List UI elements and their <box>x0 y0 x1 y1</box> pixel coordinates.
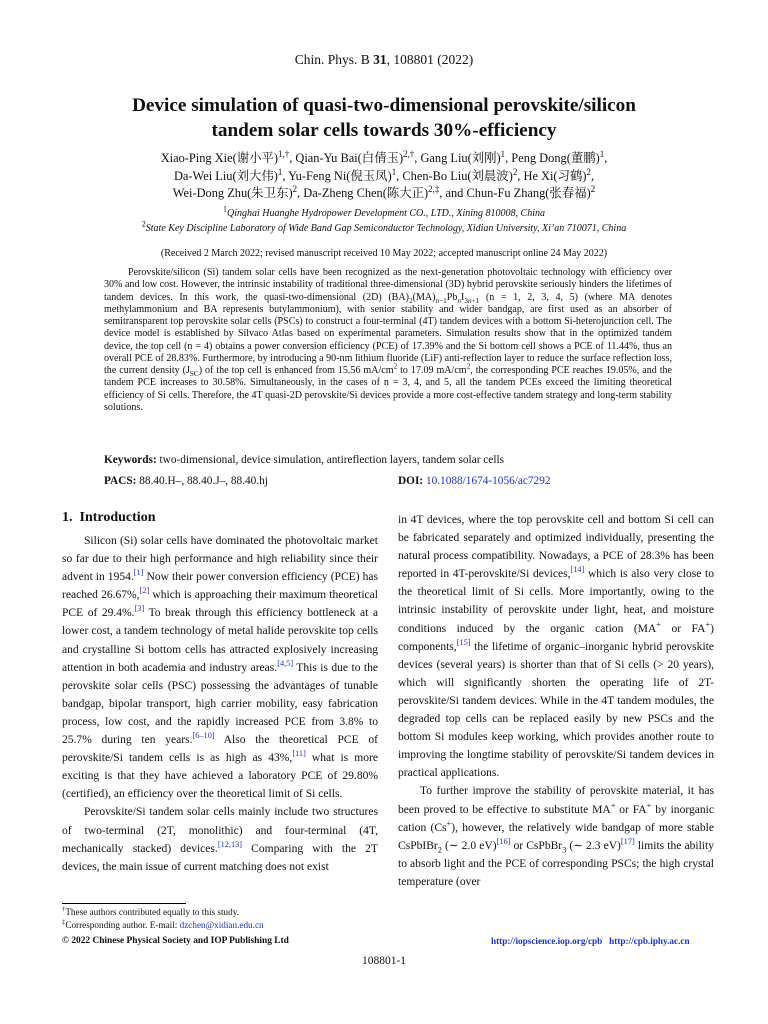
journal-comma: , <box>386 52 391 67</box>
author: Chun-Fu Zhang(张春福)$^2$ <box>466 183 596 200</box>
author: Qian-Yu Bai(白倩玉)$^{2,\dagger}$, <box>295 148 421 165</box>
affiliation: $^1$Qinghai Huanghe Hydropower Development CO., LTD., Xining 810008, China <box>222 204 546 219</box>
cpb-link[interactable]: http://cpb.iphy.ac.cn <box>609 936 690 946</box>
email-link[interactable]: dzchen@xidian.edu.cn <box>179 920 264 930</box>
author: He Xi(习鹤)$^2$, <box>523 166 595 183</box>
article-number: 108801 <box>393 52 434 67</box>
iopscience-link[interactable]: http://iopscience.iop.org/cpb <box>491 936 603 946</box>
pacs <box>104 474 268 488</box>
author: Gang Liu(刘刚)$^1$, <box>420 148 512 165</box>
body-column-left <box>62 532 378 876</box>
author: Wei-Dong Zhu(朱卫东)$^2$, <box>172 183 304 200</box>
journal-volume: 31 <box>373 52 387 67</box>
author: Chen-Bo Liu(刘晨波)$^2$, <box>402 166 524 183</box>
keywords <box>104 453 672 467</box>
body-column-right <box>398 511 714 891</box>
journal-name: Chin. Phys. B <box>294 52 370 67</box>
title-line-2: tandem solar cells towards 30%-efficiency <box>211 120 557 141</box>
abstract: Perovskite/silicon (Si) tandem solar cells have been recognized as the next-generation photovoltaic technology with efficiency over 30% and low cost. However, the intrinsic instability of traditional three-dimensional (3D) hybrid perovskite seriously hinders the lifetimes of tandem devices. In this work, the quasi-two-dimensional (2D) $(BA)_2(MA)_{n-1}Pb_nI_{3n+1}$ (n = 1, 2, 3, 4, 5) (where MA denotes methylammonium and BA represents butylammonium), with senior stability and wider bandgap, are first used as an absorber of semitransparent top perovskite solar cells (PSCs) to construct a four-terminal (4T) tandem devices with a bottom Si-heterojunction cell. The device model is established by Silvaco Atlas based on experimental parameters. Simulation results show that in the optimized tandem device, the top cell (n = 4) obtains a power conversion efficiency (PCE) of 17.39% and the Si bottom cell shows a PCE of 11.44%, thus an overall PCE of 28.83%. Furthermore, by introducing a 90-nm lithium fluoride (LiF) anti-reflection layer to reduce the surface reflection loss, the current density $(J_{SC})$ of the top cell is enhanced from 15.56 $mA/cm^2$ to 17.09 $mA/cm^2$, the corresponding PCE reaches 19.05%, and the tandem PCE increases to 30.58%. Simultaneously, in the cases of n = 3, 4, and 5, all the tandem PCEs exceed the limiting theoretical efficiency of Si cells. Therefore, the 4T quasi-2D perovskite/Si devices provide a more cost-effective tandem strategy and long-term stability solutions. <box>104 267 673 413</box>
footnote-corresponding-author: ‡Corresponding author. E-mail: dzchen@xidian.edu.cn <box>62 918 264 930</box>
pacs-label: PACS: <box>104 475 137 487</box>
keywords-label: Keywords: <box>104 454 157 466</box>
running-head <box>0 52 768 68</box>
affiliation: $^2$State Key Discipline Laboratory of Wide Band Gap Semiconductor Technology, Xidian University, Xi’an 710071, China <box>141 219 627 234</box>
paragraph: Silicon (Si) solar cells have dominated the photovoltaic market so far due to their high performance and high reliability since their advent in 1954.[1] Now their power conversion efficiency (PCE) has reached 26.67%,[2] which is approaching their maximum theoretical PCE of 29.4%.[3] To break through this efficiency bottleneck at a lower cost, a tandem technology of metal halide perovskite top cells and crystalline Si bottom cells has attracted explosively increasing attention in both academia and industry areas.[4,5] This is due to the perovskite solar cells (PSC) possessing the advantages of tunable bandgap, bipolar transport, high carrier mobility, easy fabrication process, low cost, and the rapidly increased PCE from 3.8% to 25.7% during ten years.[6–10] Also the theoretical PCE of perovskite/Si tandem cells is as high as 43%,[11] what is more exciting is that they have achieved a laboratory PCE of 29.80% (certified), an efficiency over the theoretical limit of Si cells. <box>62 535 379 801</box>
journal-year: (2022) <box>437 52 474 67</box>
journal-urls <box>491 936 690 946</box>
keywords-text: two-dimensional, device simulation, antireflection layers, tandem solar cells <box>159 454 504 466</box>
paragraph: in 4T devices, where the top perovskite cell and bottom Si cell can be fabricated separately and optimized individually, presenting the natural process compatibility. Nowadays, a PCE of 28.3% has been reported in 4T-perovskite/Si devices,[14] which is also very close to the theoretical limit of Si cells. More importantly, owing to the intrinsic instability of perovskite under light, heat, and moisture conditions induced by the organic cation (MA+ or FA+) components,[15] the lifetime of organic–inorganic hybrid perovskite devices (several years) is shorter than that of Si cells (> 20 years), which will significantly shorten the operating life of 2T-perovskite/Si tandem devices. While in the 4T tandem modules, the degraded top cells can be replaced easily by new PSCs and the bottom Si modules keep working, which provides another route to improving the longtime stability of perovskite/Si tandem devices in practical applications. <box>398 514 714 780</box>
received-dates: (Received 2 March 2022; revised manuscript received 10 May 2022; accepted manuscript online 24 May 2022) <box>160 248 608 259</box>
paper-title <box>40 93 728 143</box>
section-heading: 1. Introduction <box>62 510 156 525</box>
author-list <box>40 150 728 203</box>
title-line-1: Device simulation of quasi-two-dimensional perovskite/silicon <box>132 95 636 116</box>
page-number: 108801-1 <box>361 955 407 967</box>
doi-label: DOI: <box>398 475 424 487</box>
paragraph: To further improve the stability of perovskite material, it has been proved to be effective to substitute MA+ or FA+ by inorganic cation (Cs+), however, the relatively wide bandgap of more stable CsPbIBr$_2$ (∼ 2.0 eV)[16] or CsPbBr$_3$ (∼ 2.3 eV)[17] limits the ability to absorb light and the PCE of corresponding PSCs; the high crystal temperature (over <box>398 785 714 888</box>
pacs-codes: 88.40.H–, 88.40.J–, 88.40.hj <box>139 475 268 487</box>
footnote-equal-contribution: †These authors contributed equally to this study. <box>62 905 239 917</box>
copyright: © 2022 Chinese Physical Society and IOP Publishing Ltd <box>62 936 289 946</box>
doi <box>398 474 551 488</box>
author: Xiao-Ping Xie(谢小平)$^{1,\dagger}$, <box>160 148 296 165</box>
author: Yu-Feng Ni(倪玉凤)$^1$, <box>288 166 403 183</box>
doi-link[interactable]: 10.1088/1674-1056/ac7292 <box>425 475 551 487</box>
author: Peng Dong(董鹏)$^1$, <box>511 148 608 165</box>
paragraph: Perovskite/Si tandem solar cells mainly include two structures of two-terminal (2T, monolithic) and four-terminal (4T, mechanically stacked) devices.[12,13] Comparing with the 2T devices, the main issue of current matching does not exist <box>62 806 378 873</box>
author: Da-Wei Liu(刘大伟)$^1$, <box>173 166 289 183</box>
footnote-rule <box>62 903 186 904</box>
author: Da-Zheng Chen(陈大正)$^{2,\ddagger}$, and <box>303 183 467 200</box>
